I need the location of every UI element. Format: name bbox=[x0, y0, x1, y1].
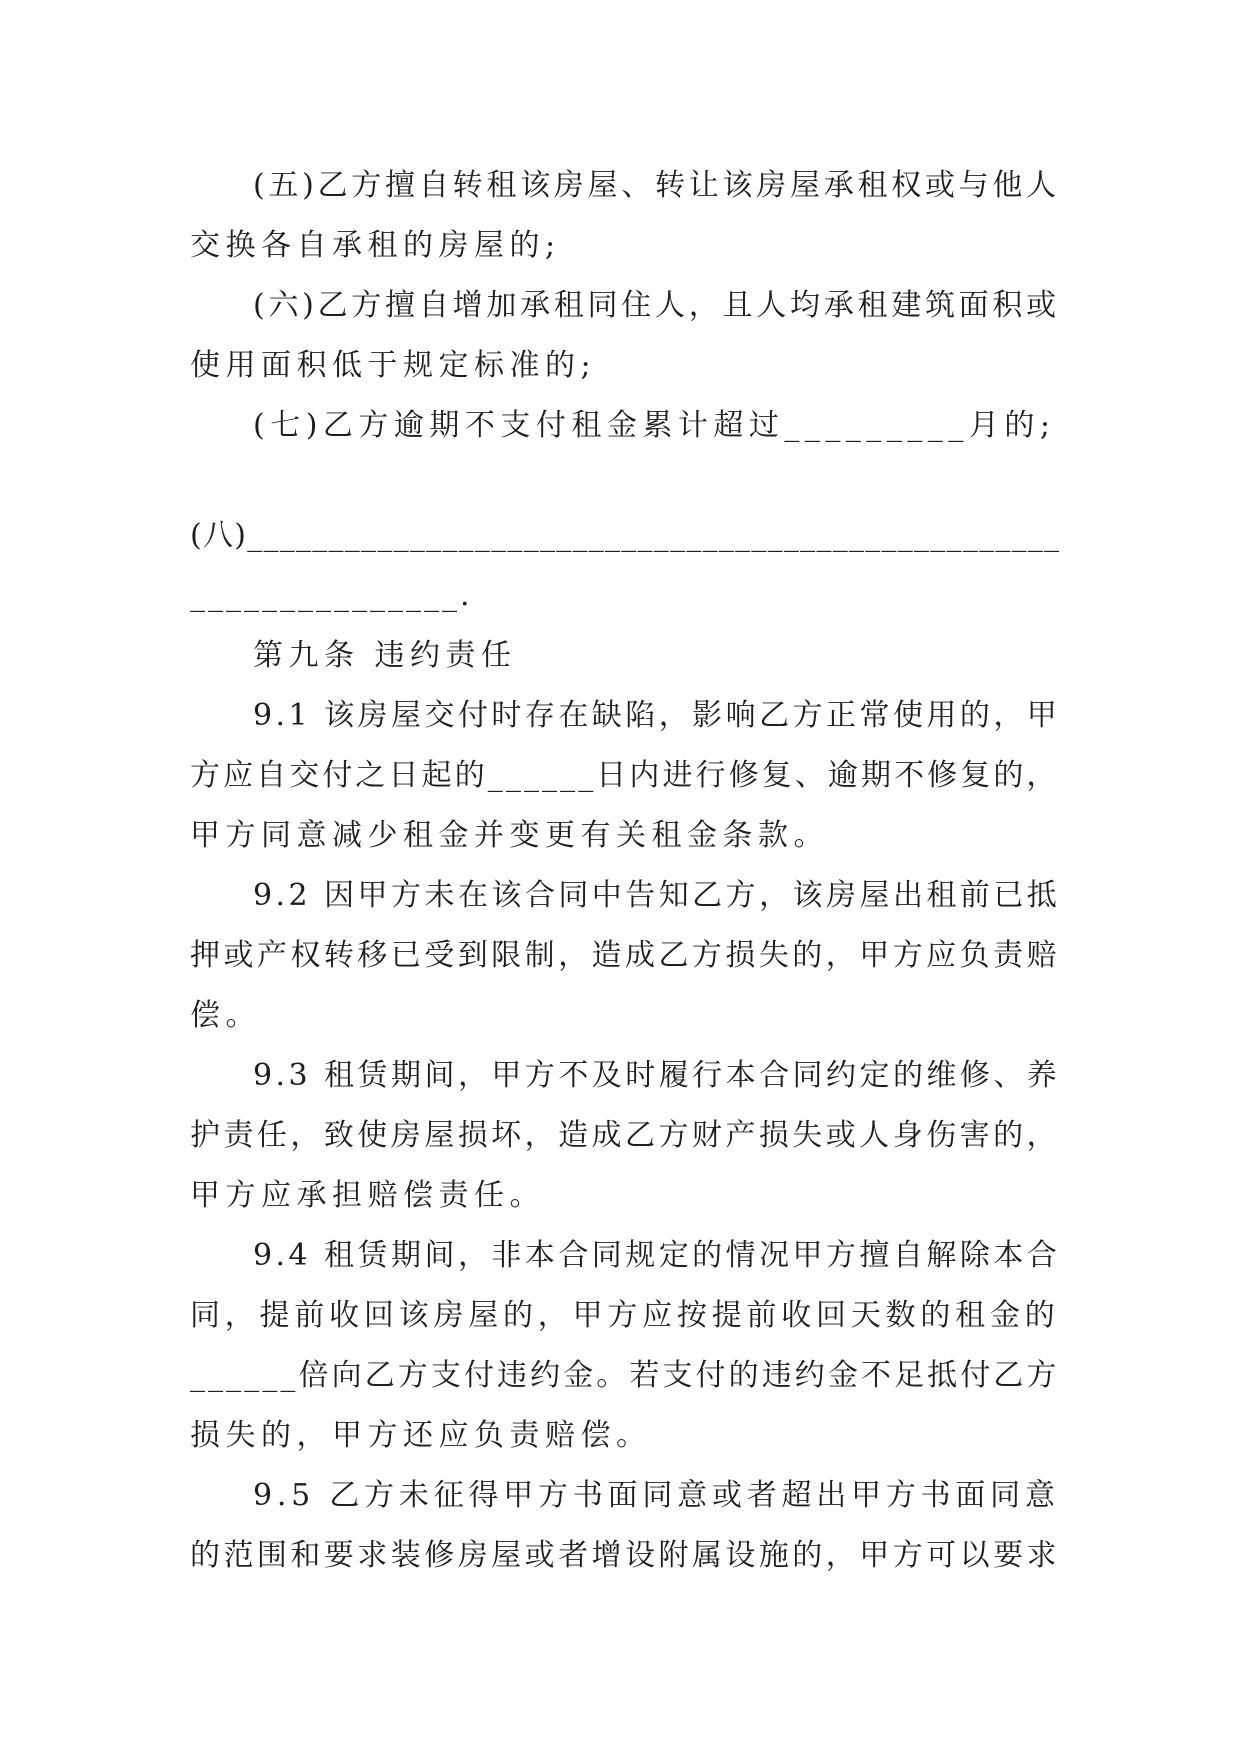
text-line: 9.5 乙方未征得甲方书面同意或者超出甲方书面同意 bbox=[253, 1478, 1060, 1513]
text-line: (六)乙方擅自增加承租同住人，且人均承租建筑面积或 bbox=[253, 288, 1060, 323]
text-line: 9.3 租赁期间，甲方不及时履行本合同约定的维修、养 bbox=[253, 1058, 1061, 1093]
text-line: 押或产权转移已受到限制，造成乙方损失的，甲方应负责赔 bbox=[190, 938, 1060, 973]
text-line: 偿。 bbox=[190, 998, 261, 1033]
text-line: 使用面积低于规定标准的; bbox=[190, 348, 597, 383]
text-line: (七)乙方逾期不支付租金累计超过_________月的; bbox=[253, 408, 1056, 443]
text-line: _______________. bbox=[190, 578, 473, 613]
text-line: 甲方同意减少租金并变更有关租金条款。 bbox=[190, 818, 829, 853]
text-line: 的范围和要求装修房屋或者增设附属设施的，甲方可以要求 bbox=[190, 1538, 1060, 1573]
text-line: 护责任，致使房屋损坏，造成乙方财产损失或人身伤害的， bbox=[190, 1118, 1060, 1153]
text-line: 方应自交付之日起的______日内进行修复、逾期不修复的， bbox=[190, 758, 1060, 793]
text-line: (五)乙方擅自转租该房屋、转让该房屋承租权或与他人 bbox=[253, 168, 1060, 203]
text-line: 甲方应承担赔偿责任。 bbox=[190, 1178, 545, 1213]
text-line: 损失的，甲方还应负责赔偿。 bbox=[190, 1418, 652, 1453]
section-heading: 第九条 违约责任 bbox=[253, 638, 517, 673]
text-line: 9.1 该房屋交付时存在缺陷，影响乙方正常使用的，甲 bbox=[253, 698, 1061, 733]
text-line: (八)__________________________________________________ bbox=[190, 518, 1061, 553]
text-line: 同，提前收回该房屋的，甲方应按提前收回天数的租金的 bbox=[190, 1298, 1060, 1333]
text-line: 交换各自承租的房屋的; bbox=[190, 228, 561, 263]
text-line: 9.2 因甲方未在该合同中告知乙方，该房屋出租前已抵 bbox=[253, 878, 1061, 913]
text-line: 9.4 租赁期间，非本合同规定的情况甲方擅自解除本合 bbox=[253, 1238, 1061, 1273]
text-line: ______倍向乙方支付违约金。若支付的违约金不足抵付乙方 bbox=[190, 1358, 1060, 1393]
